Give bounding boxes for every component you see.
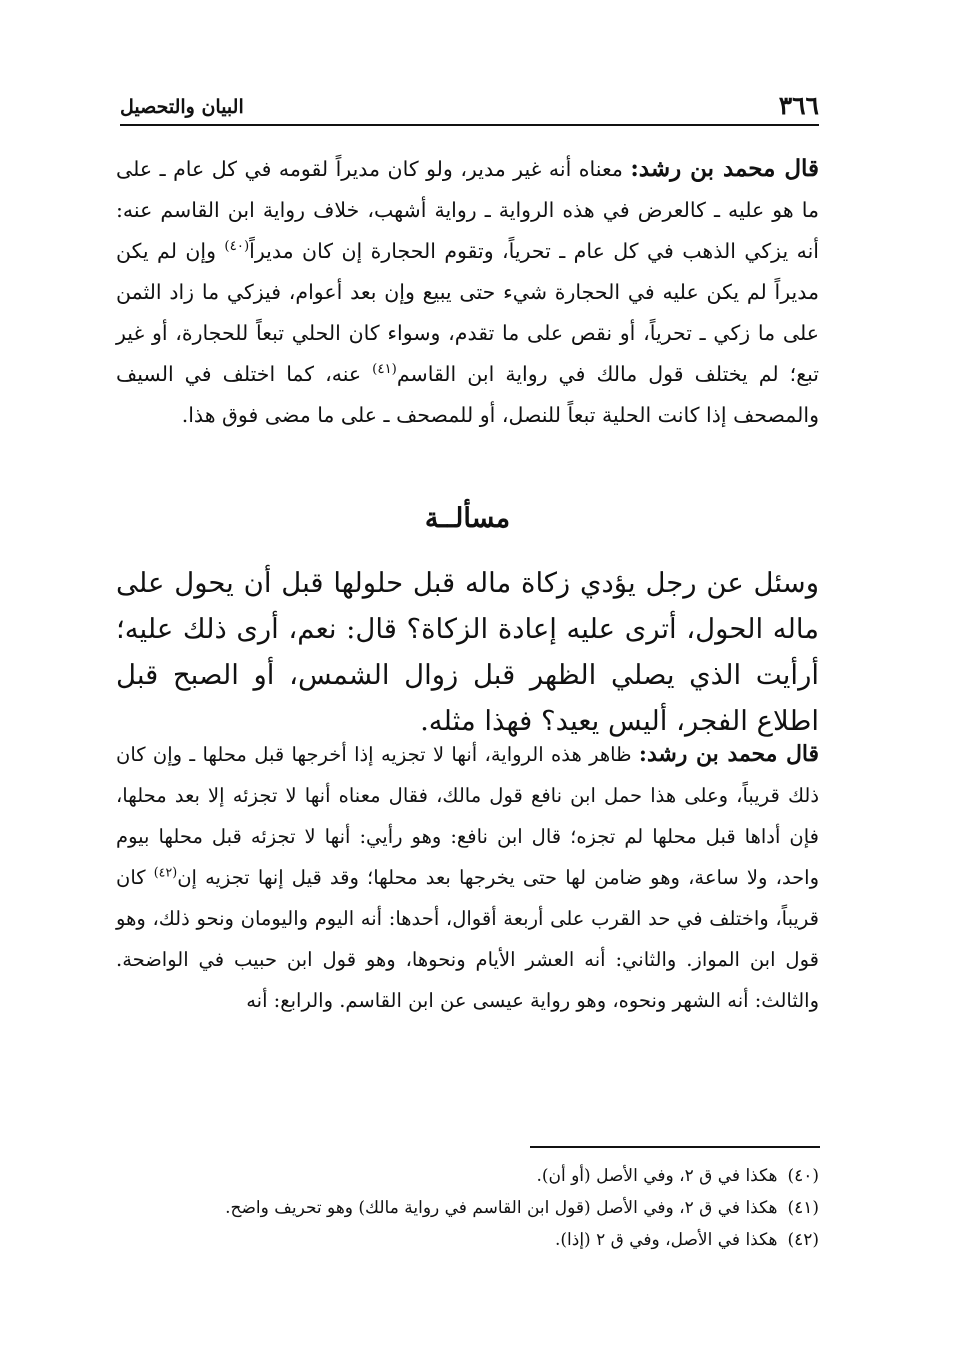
footnotes: [116, 1160, 819, 1256]
paragraph-text: كان قريباً، واختلف في حد القرب على أربعة أقوال، أحدها: أنه اليوم واليومان ونحو ذلك، وهو قول ابن المواز. والثاني: أنه العشر الأيام ونحوها، وهو قول ابن حبيب في الواضحة. والثالث: أنه الشهر ونحوه، وهو رواية عيسى عن ابن القاسم. والرابع: أنه: [116, 866, 819, 1012]
footnote-text: هكذا في ق ٢، وفي الأصل (قول ابن القاسم في رواية مالك) وهو تحريف واضح.: [225, 1198, 778, 1218]
paragraph-text: وإن لم يكن مديراً لم يكن عليه في الحجارة شيء حتى يبيع وإن بعد أعوام، فيزكي ما زاد الثمن على ما زكي ـ تحرياً، أو نقص على ما تقدم، وسواء كان الحلي تبعاً للحجارة، أو غير تبع؛ لم يختلف قول مالك في رواية ابن القاسم: [116, 239, 819, 386]
paragraph-text: عنه، كما اختلف في السيف والمصحف إذا كانت الحلية تبعاً للنصل، أو للمصحف ـ على ما مضى فوق هذا.: [116, 362, 819, 427]
footnote-text: هكذا في ق ٢، وفي الأصل (أو أن).: [536, 1166, 778, 1186]
footnote-ref-40[interactable]: (٤٠): [224, 239, 250, 255]
running-header: [120, 84, 819, 126]
footnote-item: [116, 1192, 819, 1224]
footnote-item: [116, 1224, 819, 1256]
footnote-text: هكذا في الأصل، وفي ق ٢ (إذا).: [554, 1230, 778, 1250]
footnote-ref-41[interactable]: (٤١): [372, 362, 397, 378]
footnote-number: (٤١): [787, 1198, 819, 1218]
commentary-paragraph-2: [116, 734, 819, 1021]
question-paragraph: [116, 560, 819, 744]
commentary-paragraph-1: [116, 148, 819, 436]
running-title: البيان والتحصيل: [120, 96, 244, 118]
paragraph-text: وسئل عن رجل يؤدي زكاة ماله قبل حلولها قبل أن يحول على ماله الحول، أترى عليه إعادة الزكاة؟ قال: نعم، أرى ذلك عليه؛ أرأيت الذي يصلي الظهر قبل زوال الشمس، أو الصبح قبل اطلاع الفجر، أليس يعيد؟ فهذا مثله.: [116, 567, 819, 737]
footnote-item: [116, 1160, 819, 1192]
paragraph-text: ظاهر هذه الرواية، أنها لا تجزيه إذا أخرجها قبل محلها ـ وإن كان ذلك قريباً، وعلى هذا حمل ابن نافع قول مالك، فقال معناه أنها لا تجزئه إلا بعد محلها، فإن أداها قبل محلها لم تجزه؛ قال ابن نافع: وهو رأيي: أنها لا تجزئه قبل محلها بيوم واحد، ولا ساعة، وهو ضامن لها حتى يخرجها بعد محلها؛ وقد قيل إنها تجزيه إن: [116, 743, 819, 889]
footnote-number: (٤٠): [787, 1166, 819, 1186]
page-number: ٣٦٦: [778, 91, 819, 120]
footnote-ref-42[interactable]: (٤٢): [153, 864, 178, 880]
paragraph-text: معناه أنه غير مدير، ولو كان مديراً لقومه في كل عام ـ على ما هو عليه ـ كالعرض في هذه الرواية ـ رواية أشهب، خلاف رواية ابن القاسم عنه: أنه يزكي الذهب في كل عام ـ تحرياً، وتقوم الحجارة إن كان مديراً: [116, 157, 819, 263]
paragraph-lead: قال محمد بن رشد:: [638, 741, 819, 767]
footnote-number: (٤٢): [787, 1230, 819, 1250]
section-heading: مسألــة: [424, 503, 511, 534]
footnote-divider: [530, 1146, 820, 1148]
paragraph-lead: قال محمد بن رشد:: [630, 155, 820, 182]
